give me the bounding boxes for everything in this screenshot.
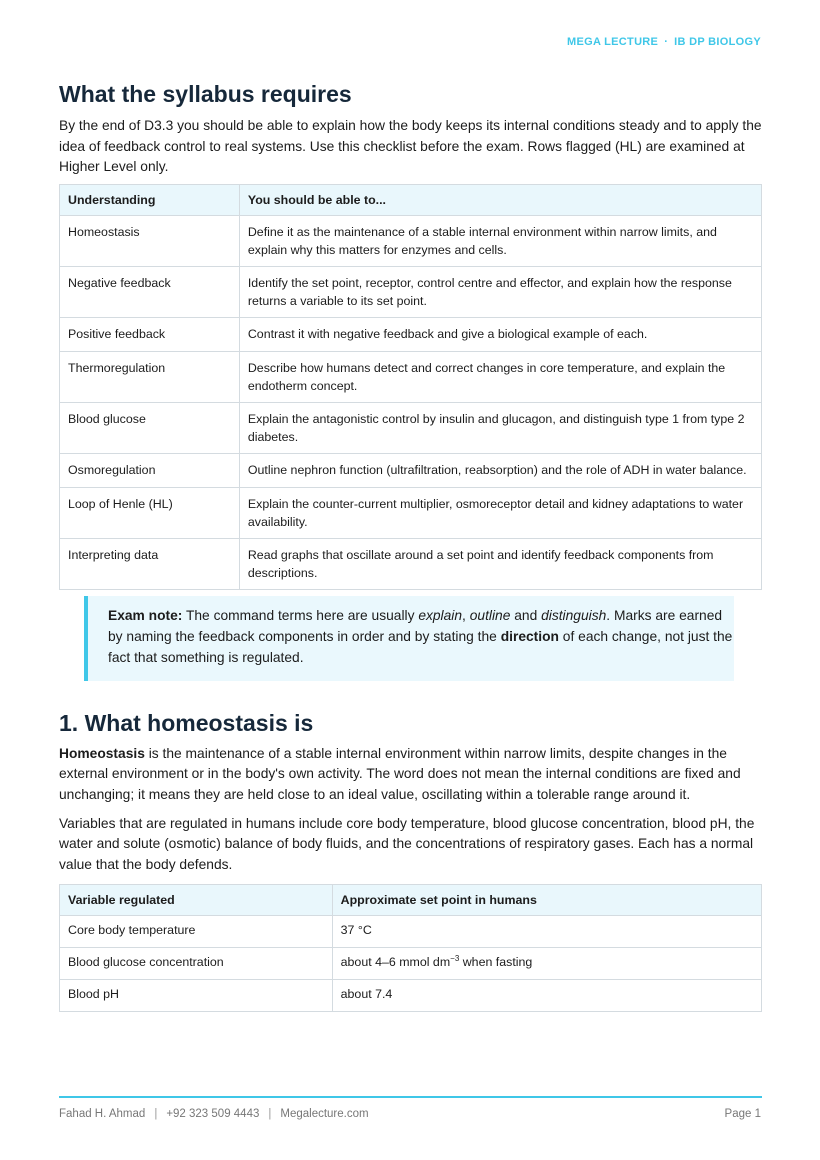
table-row	[60, 979, 762, 1011]
exam-note-text: and	[510, 608, 542, 624]
exam-note-text: ,	[462, 608, 470, 624]
footer-separator: |	[268, 1108, 272, 1120]
variable-cell: Core body temperature	[60, 915, 333, 947]
footer-separator: |	[154, 1108, 158, 1120]
objective-cell: Identify the set point, receptor, control centre and effector, and explain how the response returns a variable to its set point.	[239, 267, 761, 318]
table-row	[60, 488, 762, 539]
syllabus-table	[59, 184, 762, 590]
table-header-row	[60, 185, 762, 216]
table-row	[60, 915, 762, 947]
table-row	[60, 352, 762, 403]
section-heading: 1. What homeostasis is	[59, 709, 314, 736]
set-point-cell: 37 °C	[332, 915, 761, 947]
understanding-cell: Interpreting data	[60, 539, 240, 590]
header-brand	[567, 36, 761, 48]
set-point-qualifier: when fasting	[459, 955, 533, 970]
exam-note-callout	[84, 596, 734, 680]
objective-cell: Read graphs that oscillate around a set point and identify feedback components from descriptions.	[239, 539, 761, 590]
brand-name: MEGA LECTURE	[567, 36, 659, 48]
objective-cell: Explain the counter-current multiplier, osmoreceptor detail and kidney adaptations to water availability.	[239, 488, 761, 539]
footer-author: Fahad H. Ahmad	[59, 1108, 146, 1120]
term-homeostasis: Homeostasis	[59, 745, 145, 761]
unit-exponent: −3	[450, 954, 460, 964]
table-row	[60, 216, 762, 267]
table-row	[60, 318, 762, 352]
command-term: explain	[418, 608, 463, 624]
table-row	[60, 947, 762, 979]
footer-divider	[59, 1096, 762, 1098]
exam-note-text: of each change, not just the fact that something is regulated.	[108, 629, 733, 665]
brand-separator: ·	[664, 36, 669, 48]
set-point-cell: about 7.4	[332, 979, 761, 1011]
understanding-cell: Homeostasis	[60, 216, 240, 267]
understanding-cell: Blood glucose	[60, 403, 240, 454]
table-header-row	[60, 884, 762, 915]
understanding-cell: Negative feedback	[60, 267, 240, 318]
syllabus-table-body	[60, 216, 762, 590]
page-number: Page 1	[724, 1108, 761, 1120]
understanding-cell: Thermoregulation	[60, 352, 240, 403]
variable-cell: Blood glucose concentration	[60, 947, 333, 979]
column-header: Approximate set point in humans	[332, 884, 761, 915]
understanding-cell: Positive feedback	[60, 318, 240, 352]
objective-cell: Describe how humans detect and correct changes in core temperature, and explain the endotherm concept.	[239, 352, 761, 403]
footer-contact	[59, 1108, 369, 1120]
set-point-cell	[332, 947, 761, 979]
table-row	[60, 454, 762, 488]
table-row	[60, 267, 762, 318]
footer-website: Megalecture.com	[280, 1108, 369, 1120]
objective-cell: Define it as the maintenance of a stable internal environment within narrow limits, and explain why this matters for enzymes and cells.	[239, 216, 761, 267]
exam-note-text: The command terms here are usually	[182, 608, 419, 624]
objective-cell: Outline nephron function (ultrafiltration, reabsorption) and the role of ADH in water balance.	[239, 454, 761, 488]
objective-cell: Contrast it with negative feedback and give a biological example of each.	[239, 318, 761, 352]
set-point-table	[59, 884, 762, 1012]
set-point-value: about 4–6 mmol dm	[340, 955, 451, 970]
command-term: outline	[469, 608, 511, 624]
footer-phone: +92 323 509 4443	[166, 1108, 260, 1120]
column-header: You should be able to...	[239, 185, 761, 216]
syllabus-heading: What the syllabus requires	[59, 81, 352, 107]
exam-note-label: Exam note:	[108, 608, 183, 624]
page-content	[59, 79, 762, 1012]
understanding-cell: Osmoregulation	[60, 454, 240, 488]
command-term: distinguish	[541, 608, 607, 624]
column-header: Variable regulated	[60, 884, 333, 915]
variable-cell: Blood pH	[60, 979, 333, 1011]
homeostasis-definition	[59, 744, 762, 806]
definition-text: is the maintenance of a stable internal environment within narrow limits, despite changes in the external environment or in the body's own activity. The word does not mean the internal conditions are fixed and unchanging; it means they are held close to an ideal value, oscillating within a tolerable range around it.	[59, 745, 741, 802]
column-header: Understanding	[60, 185, 240, 216]
exam-note-emphasis: direction	[500, 629, 559, 645]
syllabus-intro: By the end of D3.3 you should be able to explain how the body keeps its internal conditions steady and to apply the idea of feedback control to real systems. Use this checklist before the exam. Rows flagged (HL) are examined at Higher Level only.	[59, 118, 762, 175]
exam-note-text: . Marks are earned by naming the feedback components in order and by stating the	[108, 608, 723, 645]
table-row	[60, 403, 762, 454]
table-row	[60, 539, 762, 590]
regulated-variables-paragraph: Variables that are regulated in humans include core body temperature, blood glucose concentration, blood pH, the water and solute (osmotic) balance of body fluids, and the concentrations of respiratory gases. Each has a normal value that the body defends.	[59, 815, 755, 873]
brand-subject: IB DP BIOLOGY	[674, 36, 761, 48]
understanding-cell: Loop of Henle (HL)	[60, 488, 240, 539]
objective-cell: Explain the antagonistic control by insulin and glucagon, and distinguish type 1 from type 2 diabetes.	[239, 403, 761, 454]
